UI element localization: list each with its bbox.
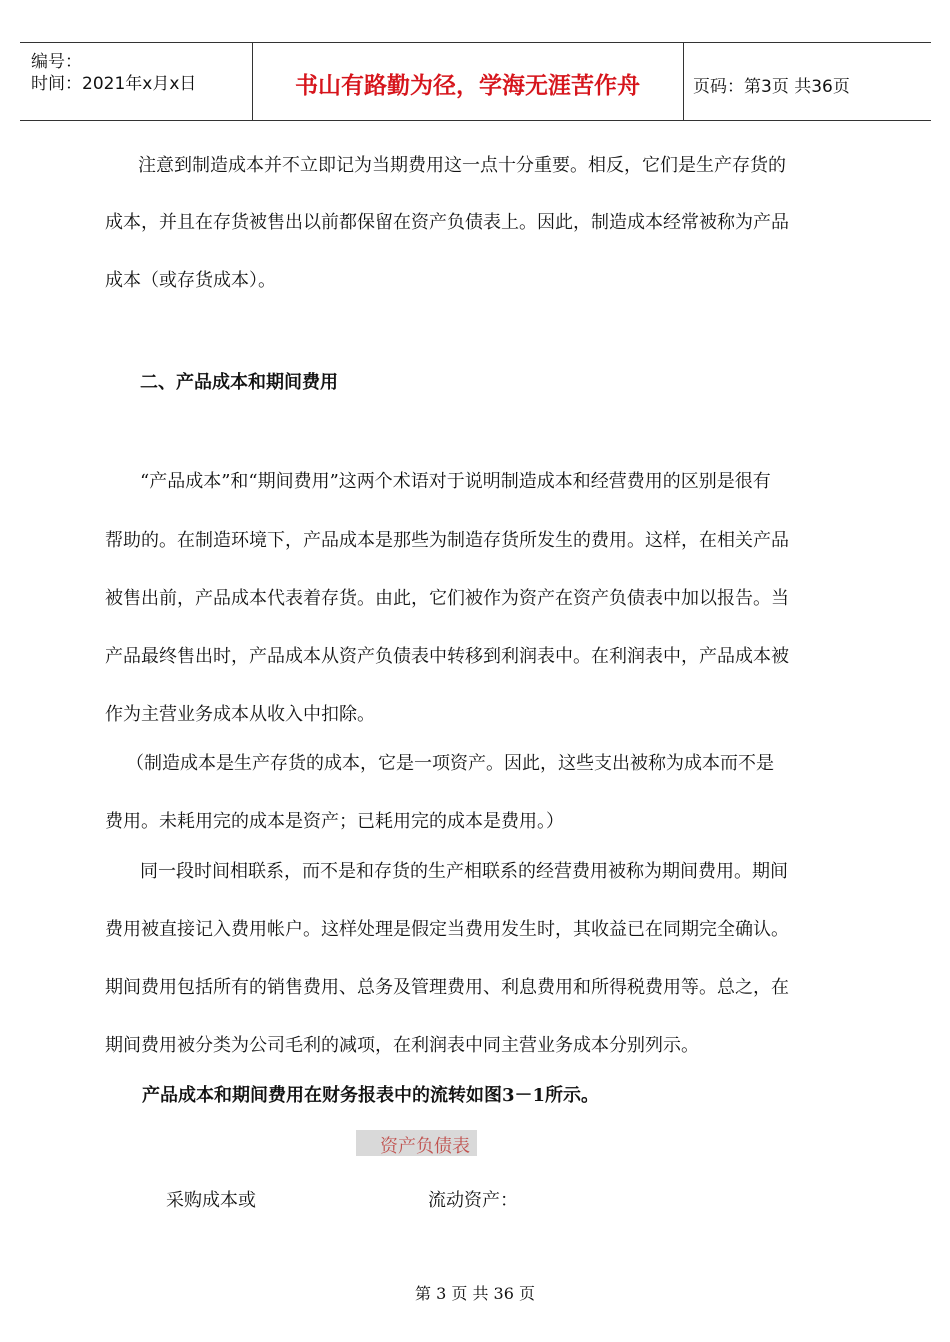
paragraph-4-line-3: 期间费用包括所有的销售费用、总务及管理费用、利息费用和所得税费用等。总之，在 — [105, 977, 789, 998]
paragraph-4-line-2: 费用被直接记入费用帐户。这样处理是假定当费用发生时，其收益已在同期完全确认。 — [105, 919, 789, 940]
paragraph-2-line-2: 帮助的。在制造环境下，产品成本是那些为制造存货所发生的费用。这样，在相关产品 — [105, 530, 789, 551]
header-motto-cell — [252, 43, 684, 120]
current-assets-label: 流动资产： — [428, 1190, 518, 1211]
page-footer: 第 3 页 共 36 页 — [415, 1284, 535, 1303]
paragraph-3-line-2: 费用。未耗用完的成本是资产；已耗用完的成本是费用。） — [105, 811, 564, 832]
header-page-info: 页码：第3页 共36页 — [693, 77, 850, 97]
paragraph-4-line-4: 期间费用被分类为公司毛利的减项，在利润表中同主营业务成本分别列示。 — [105, 1035, 699, 1056]
paragraph-1-line-2: 成本，并且在存货被售出以前都保留在资产负债表上。因此，制造成本经常被称为产品 — [105, 212, 789, 233]
paragraph-2-line-4: 产品最终售出时，产品成本从资产负债表中转移到利润表中。在利润表中，产品成本被 — [105, 646, 789, 667]
figure-intro: 产品成本和期间费用在财务报表中的流转如图3－1所示。 — [142, 1085, 600, 1106]
paragraph-2-line-3: 被售出前，产品成本代表着存货。由此，它们被作为资产在资产负债表中加以报告。当 — [105, 588, 789, 609]
paragraph-2-line-5: 作为主营业务成本从收入中扣除。 — [105, 704, 375, 725]
balance-sheet-title: 资产负债表 — [380, 1136, 470, 1157]
paragraph-4-line-1: 同一段时间相联系，而不是和存货的生产相联系的经营费用被称为期间费用。期间 — [140, 861, 788, 882]
header-meta-cell — [20, 43, 253, 120]
page-header — [20, 42, 931, 121]
header-page-cell — [683, 43, 931, 120]
purchase-cost-label: 采购成本或 — [166, 1190, 256, 1211]
balance-sheet-title-box — [356, 1130, 477, 1156]
header-motto: 书山有路勤为径，学海无涯苦作舟 — [295, 73, 640, 99]
section-heading: 二、产品成本和期间费用 — [140, 372, 338, 393]
paragraph-1-line-3: 成本（或存货成本）。 — [105, 270, 276, 291]
paragraph-3-line-1: （制造成本是生产存货的成本，它是一项资产。因此，这些支出被称为成本而不是 — [126, 753, 774, 774]
document-number-label: 编号： — [31, 52, 82, 72]
paragraph-2-line-1: “产品成本”和“期间费用”这两个术语对于说明制造成本和经营费用的区别是很有 — [140, 471, 771, 492]
document-time-label: 时间：2021年x月x日 — [31, 74, 197, 94]
paragraph-1-line-1: 注意到制造成本并不立即记为当期费用这一点十分重要。相反，它们是生产存货的 — [138, 155, 786, 176]
